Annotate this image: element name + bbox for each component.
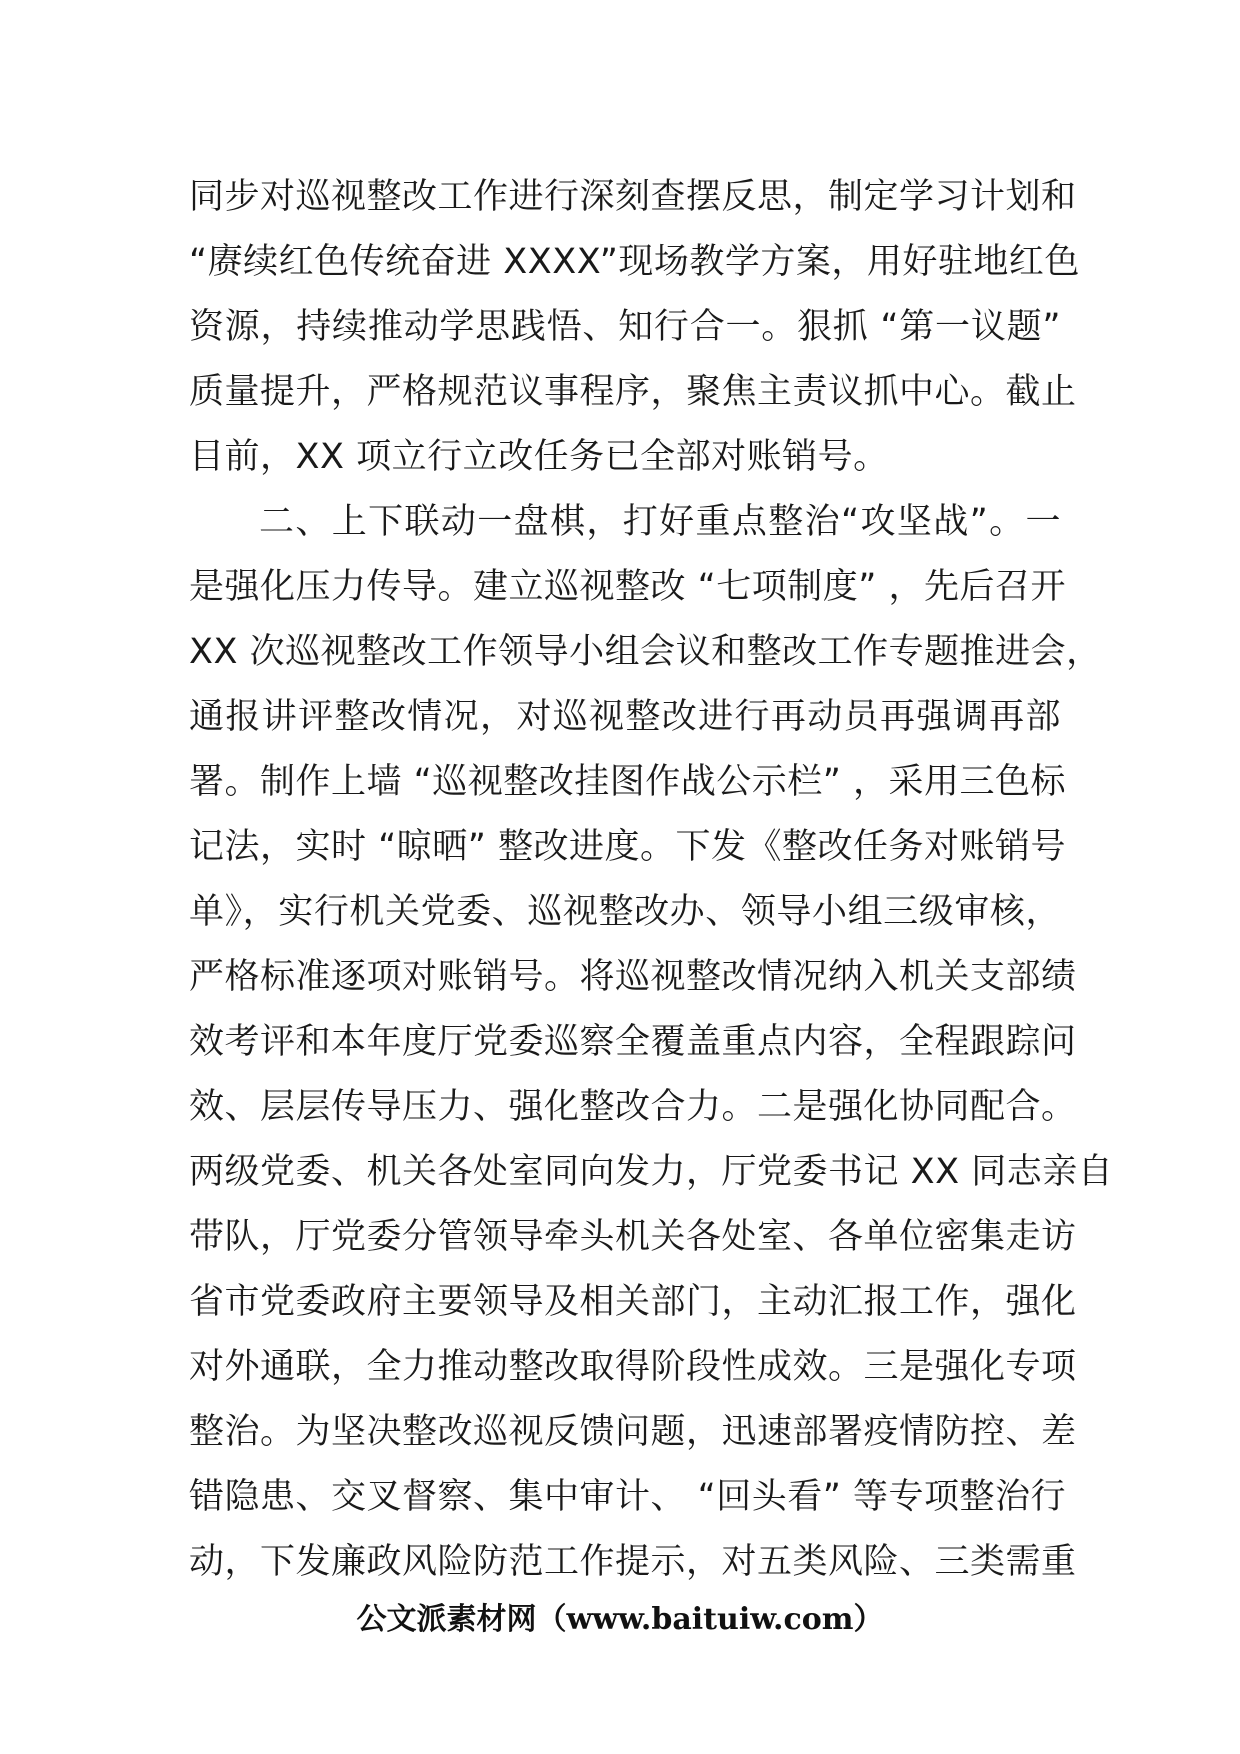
- text-line: 错隐患、交叉督察、集中审计、 “回头看” 等专项整治行: [189, 1477, 1067, 1517]
- text-line: 省市党委政府主要领导及相关部门，主动汇报工作，强化: [189, 1282, 1077, 1322]
- body-text: [189, 165, 1114, 1595]
- text-line: 资源，持续推动学思践悟、知行合一。狠抓 “第一议题”: [189, 307, 1061, 347]
- text-line: 严格标准逐项对账销号。将巡视整改情况纳入机关支部绩: [189, 957, 1077, 997]
- text-line: 通报讲评整改情况，对巡视整改进行再动员再强调再部: [189, 697, 1061, 737]
- text-line: 单》，实行机关党委、巡视整改办、领导小组三级审核，: [189, 892, 1061, 932]
- text-line: XX 次巡视整改工作领导小组会议和整改工作专题推进会，: [189, 632, 1102, 672]
- text-line: 动，下发廉政风险防范工作提示，对五类风险、三类需重: [189, 1542, 1077, 1582]
- text-line: 效考评和本年度厅党委巡察全覆盖重点内容，全程跟踪问: [189, 1022, 1077, 1062]
- text-line: “赓续红色传统奋进 XXXX”现场教学方案，用好驻地红色: [189, 242, 1080, 282]
- text-line: 带队，厅党委分管领导牵头机关各处室、各单位密集走访: [189, 1217, 1077, 1257]
- section-heading-line: 二、上下联动一盘棋，打好重点整治“攻坚战”。一: [259, 502, 1061, 542]
- text-line: 对外通联，全力推动整改取得阶段性成效。三是强化专项: [189, 1347, 1077, 1387]
- text-line: 整治。为坚决整改巡视反馈问题，迅速部署疫情防控、差: [189, 1412, 1077, 1452]
- text-line: 效、层层传导压力、强化整改合力。二是强化协同配合。: [189, 1087, 1077, 1127]
- footer-watermark: 公文派素材网（www.baituiw.com）: [356, 1602, 884, 1637]
- text-line: 两级党委、机关各处室同向发力，厅党委书记 XX 同志亲自: [189, 1152, 1114, 1192]
- text-line: 目前，XX 项立行立改任务已全部对账销号。: [189, 437, 889, 477]
- text-line: 署。制作上墙 “巡视整改挂图作战公示栏” ，采用三色标: [189, 762, 1067, 802]
- text-line: 质量提升，严格规范议事程序，聚焦主责议抓中心。截止: [189, 372, 1077, 412]
- text-line: 是强化压力传导。建立巡视整改 “七项制度” ，先后召开: [189, 567, 1067, 607]
- text-line: 记法，实时 “晾晒” 整改进度。下发《整改任务对账销号: [189, 827, 1067, 867]
- text-line: 同步对巡视整改工作进行深刻查摆反思，制定学习计划和: [189, 177, 1077, 217]
